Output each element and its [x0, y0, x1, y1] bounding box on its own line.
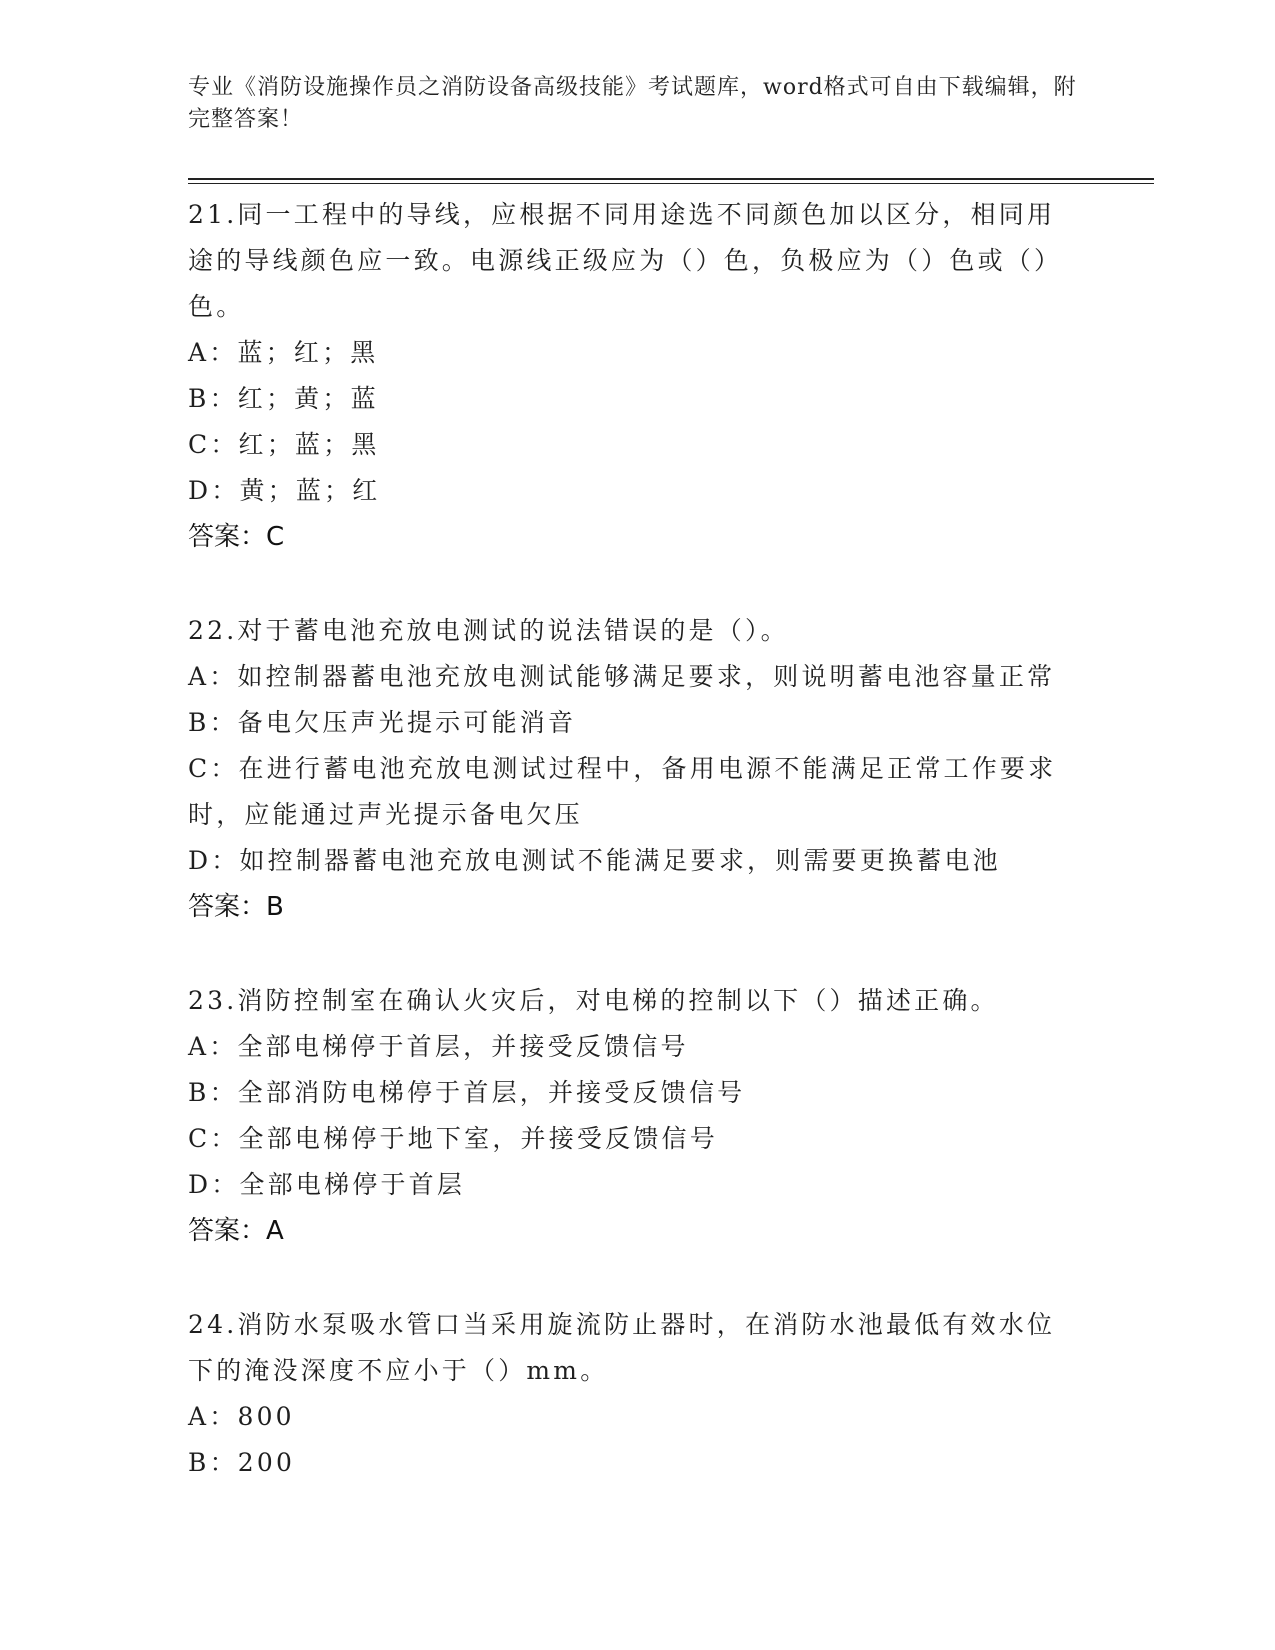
option-c [188, 746, 1068, 838]
question-21 [188, 192, 1088, 560]
option-d [188, 468, 1088, 514]
option-letter: D： [188, 846, 240, 875]
document-header: 专业《消防设施操作员之消防设备高级技能》考试题库，word格式可自由下载编辑，附完整答案！ [188, 75, 1077, 132]
option-text: 在进行蓄电池充放电测试过程中，备用电源不能满足正常工作要求时，应能通过声光提示备电欠压 [188, 754, 1057, 829]
option-text: 红；黄；蓝 [237, 384, 379, 413]
option-letter: A： [188, 1032, 238, 1061]
option-text: 备电欠压声光提示可能消音 [237, 708, 577, 737]
question-list [188, 192, 1088, 1534]
option-b [188, 700, 1088, 746]
option-text: 红；蓝；黑 [238, 430, 380, 459]
option-text: 全部电梯停于首层，并接受反馈信号 [237, 1032, 689, 1061]
option-letter: D： [188, 1170, 240, 1199]
question-text: 23.消防控制室在确认火灾后，对电梯的控制以下（）描述正确。 [188, 986, 999, 1015]
question-text: 22.对于蓄电池充放电测试的说法错误的是（）。 [188, 616, 789, 645]
option-d [188, 1162, 1088, 1208]
option-letter: D： [188, 476, 240, 505]
header-divider-thin [188, 183, 1154, 184]
option-text: 如控制器蓄电池充放电测试不能满足要求，则需要更换蓄电池 [239, 846, 1001, 875]
option-letter: B： [188, 1078, 238, 1107]
question-22 [188, 608, 1088, 930]
option-c [188, 1116, 1088, 1162]
option-a [188, 1024, 1088, 1070]
option-a [188, 654, 1088, 700]
option-letter: B： [188, 708, 238, 737]
option-text: 黄；蓝；红 [239, 476, 381, 505]
header-divider-thick [188, 178, 1154, 180]
question-text: 24.消防水泵吸水管口当采用旋流防止器时，在消防水池最低有效水位下的淹没深度不应小于（）mm。 [188, 1310, 1056, 1385]
question-text: 21.同一工程中的导线，应根据不同用途选不同颜色加以区分，相同用途的导线颜色应一致。电源线正级应为（）色，负极应为（）色或（）色。 [188, 200, 1063, 321]
option-text: 800 [237, 1402, 295, 1431]
option-text: 全部电梯停于首层 [239, 1170, 466, 1199]
option-a [188, 1394, 1088, 1440]
option-b [188, 1070, 1088, 1116]
option-c [188, 422, 1088, 468]
option-text: 如控制器蓄电池充放电测试能够满足要求，则说明蓄电池容量正常 [237, 662, 1056, 691]
option-letter: A： [188, 1402, 238, 1431]
option-letter: C： [188, 1124, 239, 1153]
option-letter: B： [188, 1448, 238, 1477]
option-letter: A： [188, 662, 238, 691]
answer-label: 答案：A [188, 1216, 284, 1246]
question-23 [188, 978, 1088, 1254]
answer-label: 答案：B [188, 892, 284, 922]
option-b [188, 1440, 1088, 1486]
option-letter: C： [188, 430, 239, 459]
answer-label: 答案：C [188, 522, 285, 552]
option-text: 全部电梯停于地下室，并接受反馈信号 [238, 1124, 718, 1153]
option-d [188, 838, 1088, 884]
option-letter: A： [188, 338, 238, 367]
option-letter: C： [188, 754, 239, 783]
option-text: 蓝；红；黑 [237, 338, 379, 367]
option-text: 200 [237, 1448, 296, 1477]
option-a [188, 330, 1088, 376]
option-text: 全部消防电梯停于首层，并接受反馈信号 [237, 1078, 746, 1107]
question-24 [188, 1302, 1088, 1486]
option-letter: B： [188, 384, 238, 413]
option-b [188, 376, 1088, 422]
